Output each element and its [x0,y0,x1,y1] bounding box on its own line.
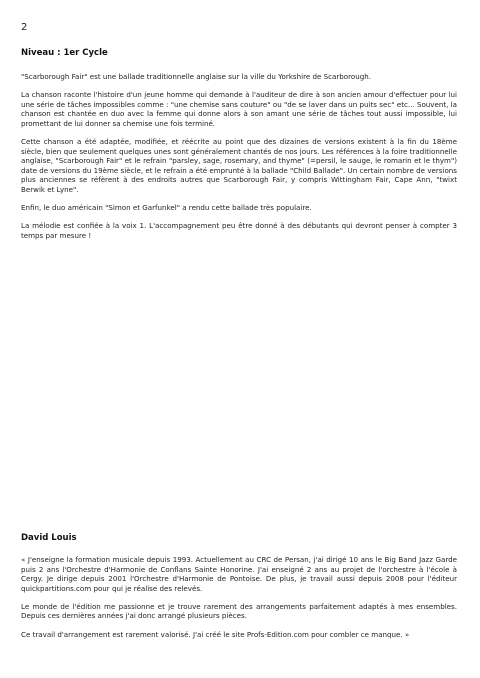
paragraph-intro: "Scarborough Fair" est une ballade traditionnelle anglaise sur la ville du Yorkshire de Scarborough. [21,72,371,81]
author-section [21,533,457,648]
paragraph-melody: La mélodie est confiée à la voix 1. L'accompagnement peu être donné à des débutants qui devront penser à compter 3 temps par mesure ! [21,221,457,240]
author-heading: David Louis [21,533,77,543]
level-heading: Niveau : 1er Cycle [21,48,108,58]
author-site-paragraph: Ce travail d'arrangement est rarement valorisé. J'ai créé le site Profs-Edition.com pour combler ce manque. » [21,629,410,639]
page-number: 2 [21,22,28,33]
author-edition-paragraph: Le monde de l'édition me passionne et je trouve rarement des arrangements parfaitement adaptés à mes ensembles. Depuis ces dernières années j'ai donc arrangé plusieurs pièces. [21,601,457,621]
author-bio-paragraph: « J'enseigne la formation musicale depuis 1993. Actuellement au CRC de Persan, j'ai dirigé 10 ans le Big Band Jazz Garde puis 2 ans l'Orchestre d'Harmonie de Conflans Sainte Honorine. J'ai enseigné 2 ans au projet de l'orchestre à l'école à Cergy. Je dirige depuis 2001 l'Orchestre d'Harmonie de Pontoise. De plus, je travail aussi depuis 2008 pour l'éditeur quickpartitions.com pour qui je réalise des relevés. [21,555,457,593]
paragraph-simon-garfunkel: Enfin, le duo américain "Simon et Garfunkel" a rendu cette ballade très populaire. [21,203,312,213]
paragraph-story: La chanson raconte l'histoire d'un jeune homme qui demande à l'auditeur de dire à son ancien amour d'effectuer pour lui une série de tâches impossibles comme : "une chemise sans couture" ou "de se laver dans un puits sec" etc... Souvent, la chanson est chantée en duo avec la femme qui donne alors à son amant une série de tâches tout aussi impossible, lui promettant de lui donner sa chemise une fois terminé. [21,90,457,128]
level-section [21,48,457,249]
paragraph-history: Cette chanson a été adaptée, modifiée, et réécrite au point que des dizaines de versions existent à la fin du 18ème siècle, bien que seulement quelques unes sont généralement chantés de nos jours. Les références à la foire traditionnelle anglaise, "Scarborough Fair" et le refrain "parsley, sage, rosemary, and thyme" (=persil, le sauge, le romarin et le thym") date de versions du 19ème siècle, et le refrain a été emprunté à la ballade "Child Ballade". Un certain nombre de versions plus anciennes se réfèrent à des endroits autres que Scarborough Fair, y compris Wittingham Fair, Cape Ann, "twixt Berwik et Lyne". [21,136,457,194]
